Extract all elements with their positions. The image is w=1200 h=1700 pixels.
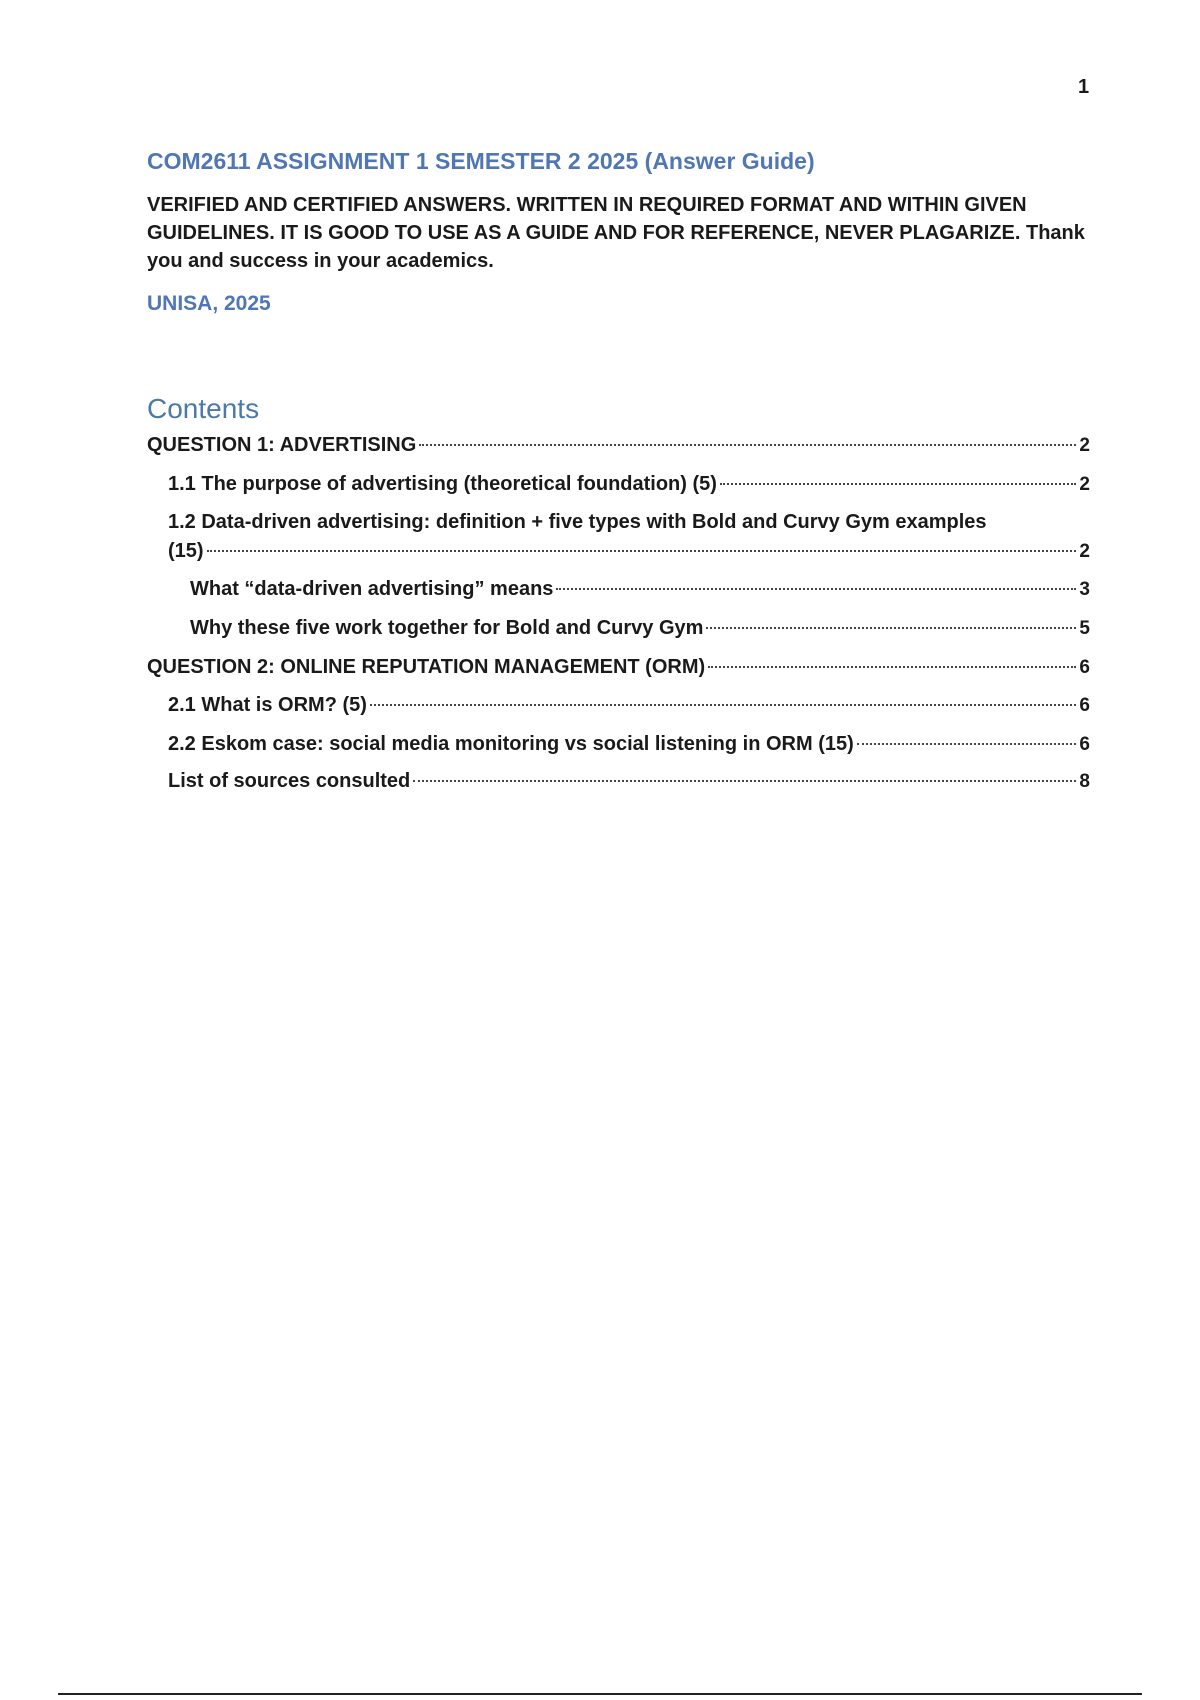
toc-entry-page: 2 (1079, 435, 1090, 456)
toc-entry-label: What “data-driven advertising” means (190, 578, 554, 600)
toc-entry-page: 5 (1079, 618, 1090, 639)
toc-entry-question-1[interactable] (147, 434, 1090, 457)
dot-leader (370, 704, 1077, 706)
toc-entry-sources[interactable] (168, 770, 1090, 793)
toc-entry-page: 2 (1079, 474, 1090, 495)
toc-entry-page: 6 (1079, 734, 1090, 755)
toc-entry-label: QUESTION 2: ONLINE REPUTATION MANAGEMENT (ORM) (147, 656, 706, 678)
toc-entry-page: 8 (1079, 771, 1090, 792)
dot-leader (207, 550, 1077, 552)
toc-entry-page: 6 (1079, 695, 1090, 716)
toc-entry-label-continued: (15) (168, 540, 204, 562)
toc-entry-label: QUESTION 1: ADVERTISING (147, 434, 417, 456)
dot-leader (413, 780, 1076, 782)
institution-line: UNISA, 2025 (147, 292, 271, 315)
toc-entry-question-2[interactable] (147, 656, 1090, 679)
dot-leader (857, 743, 1077, 745)
dot-leader (706, 627, 1076, 629)
footer-rule (58, 1693, 1142, 1695)
toc-entry-1-2[interactable] (168, 511, 1090, 563)
toc-entry-label: 2.1 What is ORM? (5) (168, 694, 367, 716)
toc-entry-page: 2 (1079, 541, 1090, 562)
dot-leader (708, 666, 1076, 668)
dot-leader (720, 483, 1076, 485)
page-number: 1 (1078, 76, 1090, 98)
toc-entry-page: 6 (1079, 657, 1090, 678)
disclaimer-text: VERIFIED AND CERTIFIED ANSWERS. WRITTEN IN REQUIRED FORMAT AND WITHIN GIVEN GUIDELINES. IT IS GOOD TO USE AS A GUIDE AND FOR REFERENCE, NEVER PLAGARIZE. Thank you and success in your academics. (147, 194, 1085, 272)
toc-entry-label: List of sources consulted (168, 770, 411, 792)
toc-entry-label: Why these five work together for Bold and Curvy Gym (190, 617, 704, 639)
toc-entry-2-2[interactable] (168, 733, 1090, 756)
toc-entry-label: 1.2 Data-driven advertising: definition + five types with Bold and Curvy Gym examples (168, 511, 987, 533)
dot-leader (419, 444, 1076, 446)
toc-entry-label: 2.2 Eskom case: social media monitoring vs social listening in ORM (15) (168, 733, 854, 755)
toc-entry-page: 3 (1079, 579, 1090, 600)
toc-entry-data-driven-meaning[interactable] (190, 578, 1090, 601)
contents-heading: Contents (147, 393, 260, 424)
document-title: COM2611 ASSIGNMENT 1 SEMESTER 2 2025 (Answer Guide) (147, 148, 815, 174)
toc-entry-1-1[interactable] (168, 473, 1090, 496)
toc-entry-2-1[interactable] (168, 694, 1090, 717)
toc-entry-label: 1.1 The purpose of advertising (theoretical foundation) (5) (168, 473, 717, 495)
toc-entry-five-work-together[interactable] (190, 617, 1090, 640)
dot-leader (556, 588, 1076, 590)
